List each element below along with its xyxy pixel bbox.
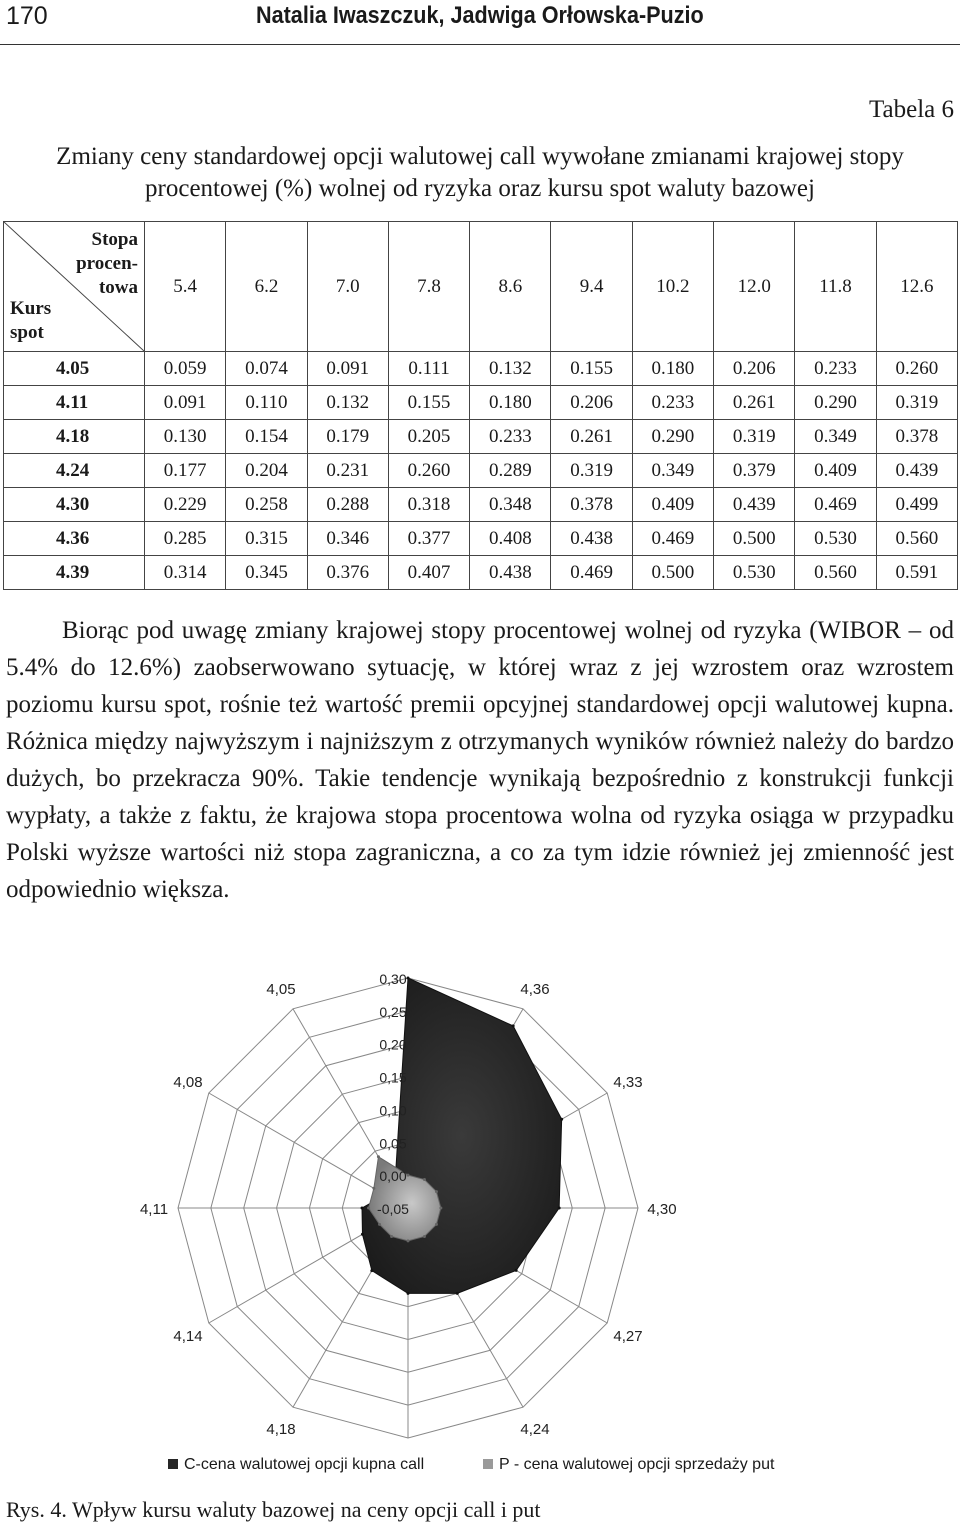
table-cell: 0.111 — [388, 352, 469, 386]
table-cell: 0.180 — [470, 386, 551, 420]
table-cell: 0.155 — [551, 352, 632, 386]
table-cell: 0.074 — [226, 352, 307, 386]
table-cell: 0.229 — [145, 488, 226, 522]
table-caption-line: Zmiany ceny standardowej opcji walutowej call wywołane zmianami krajowej stopy — [56, 143, 904, 170]
data-point-call — [361, 1233, 364, 1236]
data-point-call — [515, 1269, 518, 1272]
radial-tick-label: 0,00 — [379, 1168, 407, 1185]
table-cell: 0.059 — [145, 352, 226, 386]
table-cell: 0.318 — [388, 488, 469, 522]
table-cell: 0.204 — [226, 454, 307, 488]
column-header-rate: 8.6 — [470, 222, 551, 352]
column-header-rate: 11.8 — [795, 222, 876, 352]
paragraph-text: Biorąc pod uwagę zmiany krajowej stopy procentowej wolnej od ryzyka (WIBOR – od 5.4% do 12.6%) zaobserwowano sytuację, w której wraz z jej wzrostem oraz wzrostem poziomu kursu spot, rośnie też wartość premii opcyjnej standardowej opcji walutowej kupna. Różnica między najwyższym i najniższym z otrzymanych wyników również należy do bardzo dużych, bo przekracza 90%. Takie tendencje wynikają bezpośrednio z konstrukcji funkcji wypłaty, a także z faktu, że krajowa stopa procentowa wolna od ryzyka osiąga w przypadku Polski wyższe wartości niż stopa zagraniczna, a co za tym idzie również jej zmienność jest odpowiednio większa. — [6, 617, 954, 903]
radial-tick-label: 0,25 — [379, 1003, 407, 1020]
table-cell: 0.378 — [551, 488, 632, 522]
table-cell: 0.560 — [795, 556, 876, 590]
figure-caption: Rys. 4. Wpływ kursu waluty bazowej na ceny opcji call i put — [6, 1497, 541, 1522]
table-cell: 0.499 — [876, 488, 957, 522]
data-point-put — [407, 1239, 410, 1242]
table-cell: 0.288 — [307, 488, 388, 522]
table-cell: 0.500 — [632, 556, 713, 590]
table-cell: 0.591 — [876, 556, 957, 590]
table-cell: 0.349 — [795, 420, 876, 454]
category-label: 4,36 — [520, 981, 550, 999]
radial-tick-label: -0,05 — [377, 1201, 409, 1217]
table-cell: 0.319 — [876, 386, 957, 420]
radial-tick-label: 0,30 — [379, 971, 407, 987]
data-point-call — [370, 1269, 373, 1272]
table-row — [4, 556, 958, 590]
column-header-rate: 12.6 — [876, 222, 957, 352]
table-cell: 0.319 — [551, 454, 632, 488]
data-point-put — [423, 1178, 426, 1181]
table-cell: 0.469 — [632, 522, 713, 556]
table-cell: 0.345 — [226, 556, 307, 590]
row-header-spot: 4.36 — [4, 522, 145, 556]
table-cell: 0.179 — [307, 420, 388, 454]
table-cell: 0.091 — [307, 352, 388, 386]
radial-tick-label: 0,15 — [379, 1069, 407, 1086]
table-caption — [0, 141, 960, 205]
table-cell: 0.469 — [551, 556, 632, 590]
legend-swatch-call — [168, 1459, 178, 1469]
data-point-put — [407, 1174, 410, 1177]
table-caption-line: procentowej (%) wolnej od ryzyka oraz kursu spot waluty bazowej — [145, 175, 815, 202]
page-number: 170 — [6, 2, 48, 30]
legend-item-put: P - cena walutowej opcji sprzedaży put — [483, 1456, 774, 1474]
column-header-rate: 9.4 — [551, 222, 632, 352]
table-cell: 0.132 — [307, 386, 388, 420]
row-header-spot: 4.11 — [4, 386, 145, 420]
radial-tick-label: 0,20 — [379, 1036, 407, 1053]
column-header-rate: 6.2 — [226, 222, 307, 352]
radar-chart — [0, 965, 960, 1480]
table-cell: 0.154 — [226, 420, 307, 454]
table-cell: 0.285 — [145, 522, 226, 556]
table-cell: 0.530 — [714, 556, 795, 590]
table-cell: 0.206 — [714, 352, 795, 386]
corner-header-rate: Stopa procen- towa — [76, 229, 138, 298]
table-cell: 0.180 — [632, 352, 713, 386]
table-cell: 0.378 — [876, 420, 957, 454]
row-header-spot: 4.18 — [4, 420, 145, 454]
table-cell: 0.233 — [470, 420, 551, 454]
table-cell: 0.319 — [714, 420, 795, 454]
column-header-rate: 7.0 — [307, 222, 388, 352]
data-point-put — [423, 1235, 426, 1238]
table-cell: 0.469 — [795, 488, 876, 522]
category-label: 4,14 — [173, 1328, 203, 1345]
table-cell: 0.290 — [632, 420, 713, 454]
table-cell: 0.132 — [470, 352, 551, 386]
running-header — [0, 0, 960, 45]
table-cell: 0.379 — [714, 454, 795, 488]
table-cell: 0.260 — [876, 352, 957, 386]
data-point-call — [560, 1118, 563, 1121]
table-cell: 0.408 — [470, 522, 551, 556]
table-label: Tabela 6 — [868, 96, 954, 123]
data-point-put — [435, 1190, 438, 1193]
table-cell: 0.289 — [470, 454, 551, 488]
table-cell: 0.130 — [145, 420, 226, 454]
table-cell: 0.261 — [551, 420, 632, 454]
table-cell: 0.407 — [388, 556, 469, 590]
table-row — [4, 488, 958, 522]
table-cell: 0.233 — [795, 352, 876, 386]
table-cell: 0.258 — [226, 488, 307, 522]
row-header-spot: 4.39 — [4, 556, 145, 590]
body-paragraph — [6, 612, 954, 908]
data-point-put — [377, 1155, 380, 1158]
table-cell: 0.155 — [388, 386, 469, 420]
radial-tick-label: 0,10 — [379, 1102, 407, 1119]
data-point-call — [558, 1207, 561, 1210]
data-table — [3, 221, 958, 590]
row-header-spot: 4.24 — [4, 454, 145, 488]
table-cell: 0.349 — [632, 454, 713, 488]
table-cell: 0.409 — [632, 488, 713, 522]
category-label: 4,24 — [520, 1420, 550, 1438]
table-cell: 0.348 — [470, 488, 551, 522]
row-header-spot: 4.05 — [4, 352, 145, 386]
table-cell: 0.376 — [307, 556, 388, 590]
table-cell: 0.438 — [551, 522, 632, 556]
category-label: 4,05 — [266, 981, 296, 999]
table-cell: 0.560 — [876, 522, 957, 556]
radial-tick-label: 0,05 — [379, 1135, 407, 1152]
table-cell: 0.205 — [388, 420, 469, 454]
corner-header-spot: Kurs spot — [10, 298, 52, 343]
table-row — [4, 522, 958, 556]
category-label: 4,11 — [139, 1201, 169, 1218]
running-header-authors: Natalia Iwaszczuk, Jadwiga Orłowska-Puzio — [256, 2, 704, 29]
table-cell: 0.315 — [226, 522, 307, 556]
table-header-row — [4, 222, 958, 352]
table-cell: 0.438 — [470, 556, 551, 590]
radar-chart-svg — [0, 965, 960, 1455]
table-cell: 0.377 — [388, 522, 469, 556]
data-point-call — [407, 977, 410, 980]
data-point-put — [367, 1207, 370, 1210]
data-point-call — [512, 1024, 515, 1027]
table-cell: 0.110 — [226, 386, 307, 420]
table-row — [4, 386, 958, 420]
table-cell: 0.091 — [145, 386, 226, 420]
data-point-put — [372, 1187, 375, 1190]
category-label: 4,08 — [173, 1074, 203, 1091]
category-label: 4,27 — [613, 1328, 643, 1345]
row-header-spot: 4.30 — [4, 488, 145, 522]
data-point-put — [439, 1207, 442, 1210]
column-header-rate: 7.8 — [388, 222, 469, 352]
table-cell: 0.314 — [145, 556, 226, 590]
table-cell: 0.177 — [145, 454, 226, 488]
table-cell: 0.290 — [795, 386, 876, 420]
column-header-rate: 5.4 — [145, 222, 226, 352]
table-cell: 0.439 — [714, 488, 795, 522]
column-header-rate: 12.0 — [714, 222, 795, 352]
data-point-call — [361, 1207, 364, 1210]
column-header-rate: 10.2 — [632, 222, 713, 352]
category-label: 4,18 — [266, 1420, 296, 1438]
table-cell: 0.409 — [795, 454, 876, 488]
table-corner-cell — [4, 222, 145, 352]
table-cell: 0.439 — [876, 454, 957, 488]
table-cell: 0.233 — [632, 386, 713, 420]
table-row — [4, 352, 958, 386]
table-cell: 0.260 — [388, 454, 469, 488]
data-point-put — [378, 1223, 381, 1226]
table-cell: 0.206 — [551, 386, 632, 420]
table-cell: 0.346 — [307, 522, 388, 556]
legend-swatch-put — [483, 1459, 493, 1469]
data-point-put — [435, 1223, 438, 1226]
table-cell: 0.231 — [307, 454, 388, 488]
table-row — [4, 420, 958, 454]
table-cell: 0.500 — [714, 522, 795, 556]
table-cell: 0.530 — [795, 522, 876, 556]
category-label: 4,30 — [647, 1201, 677, 1218]
table-cell: 0.261 — [714, 386, 795, 420]
data-point-call — [456, 1292, 459, 1295]
data-point-call — [407, 1292, 410, 1295]
category-label: 4,33 — [613, 1074, 643, 1091]
legend-item-call: C-cena walutowej opcji kupna call — [168, 1456, 424, 1474]
data-point-put — [390, 1235, 393, 1238]
table-body — [4, 352, 958, 590]
table-row — [4, 454, 958, 488]
